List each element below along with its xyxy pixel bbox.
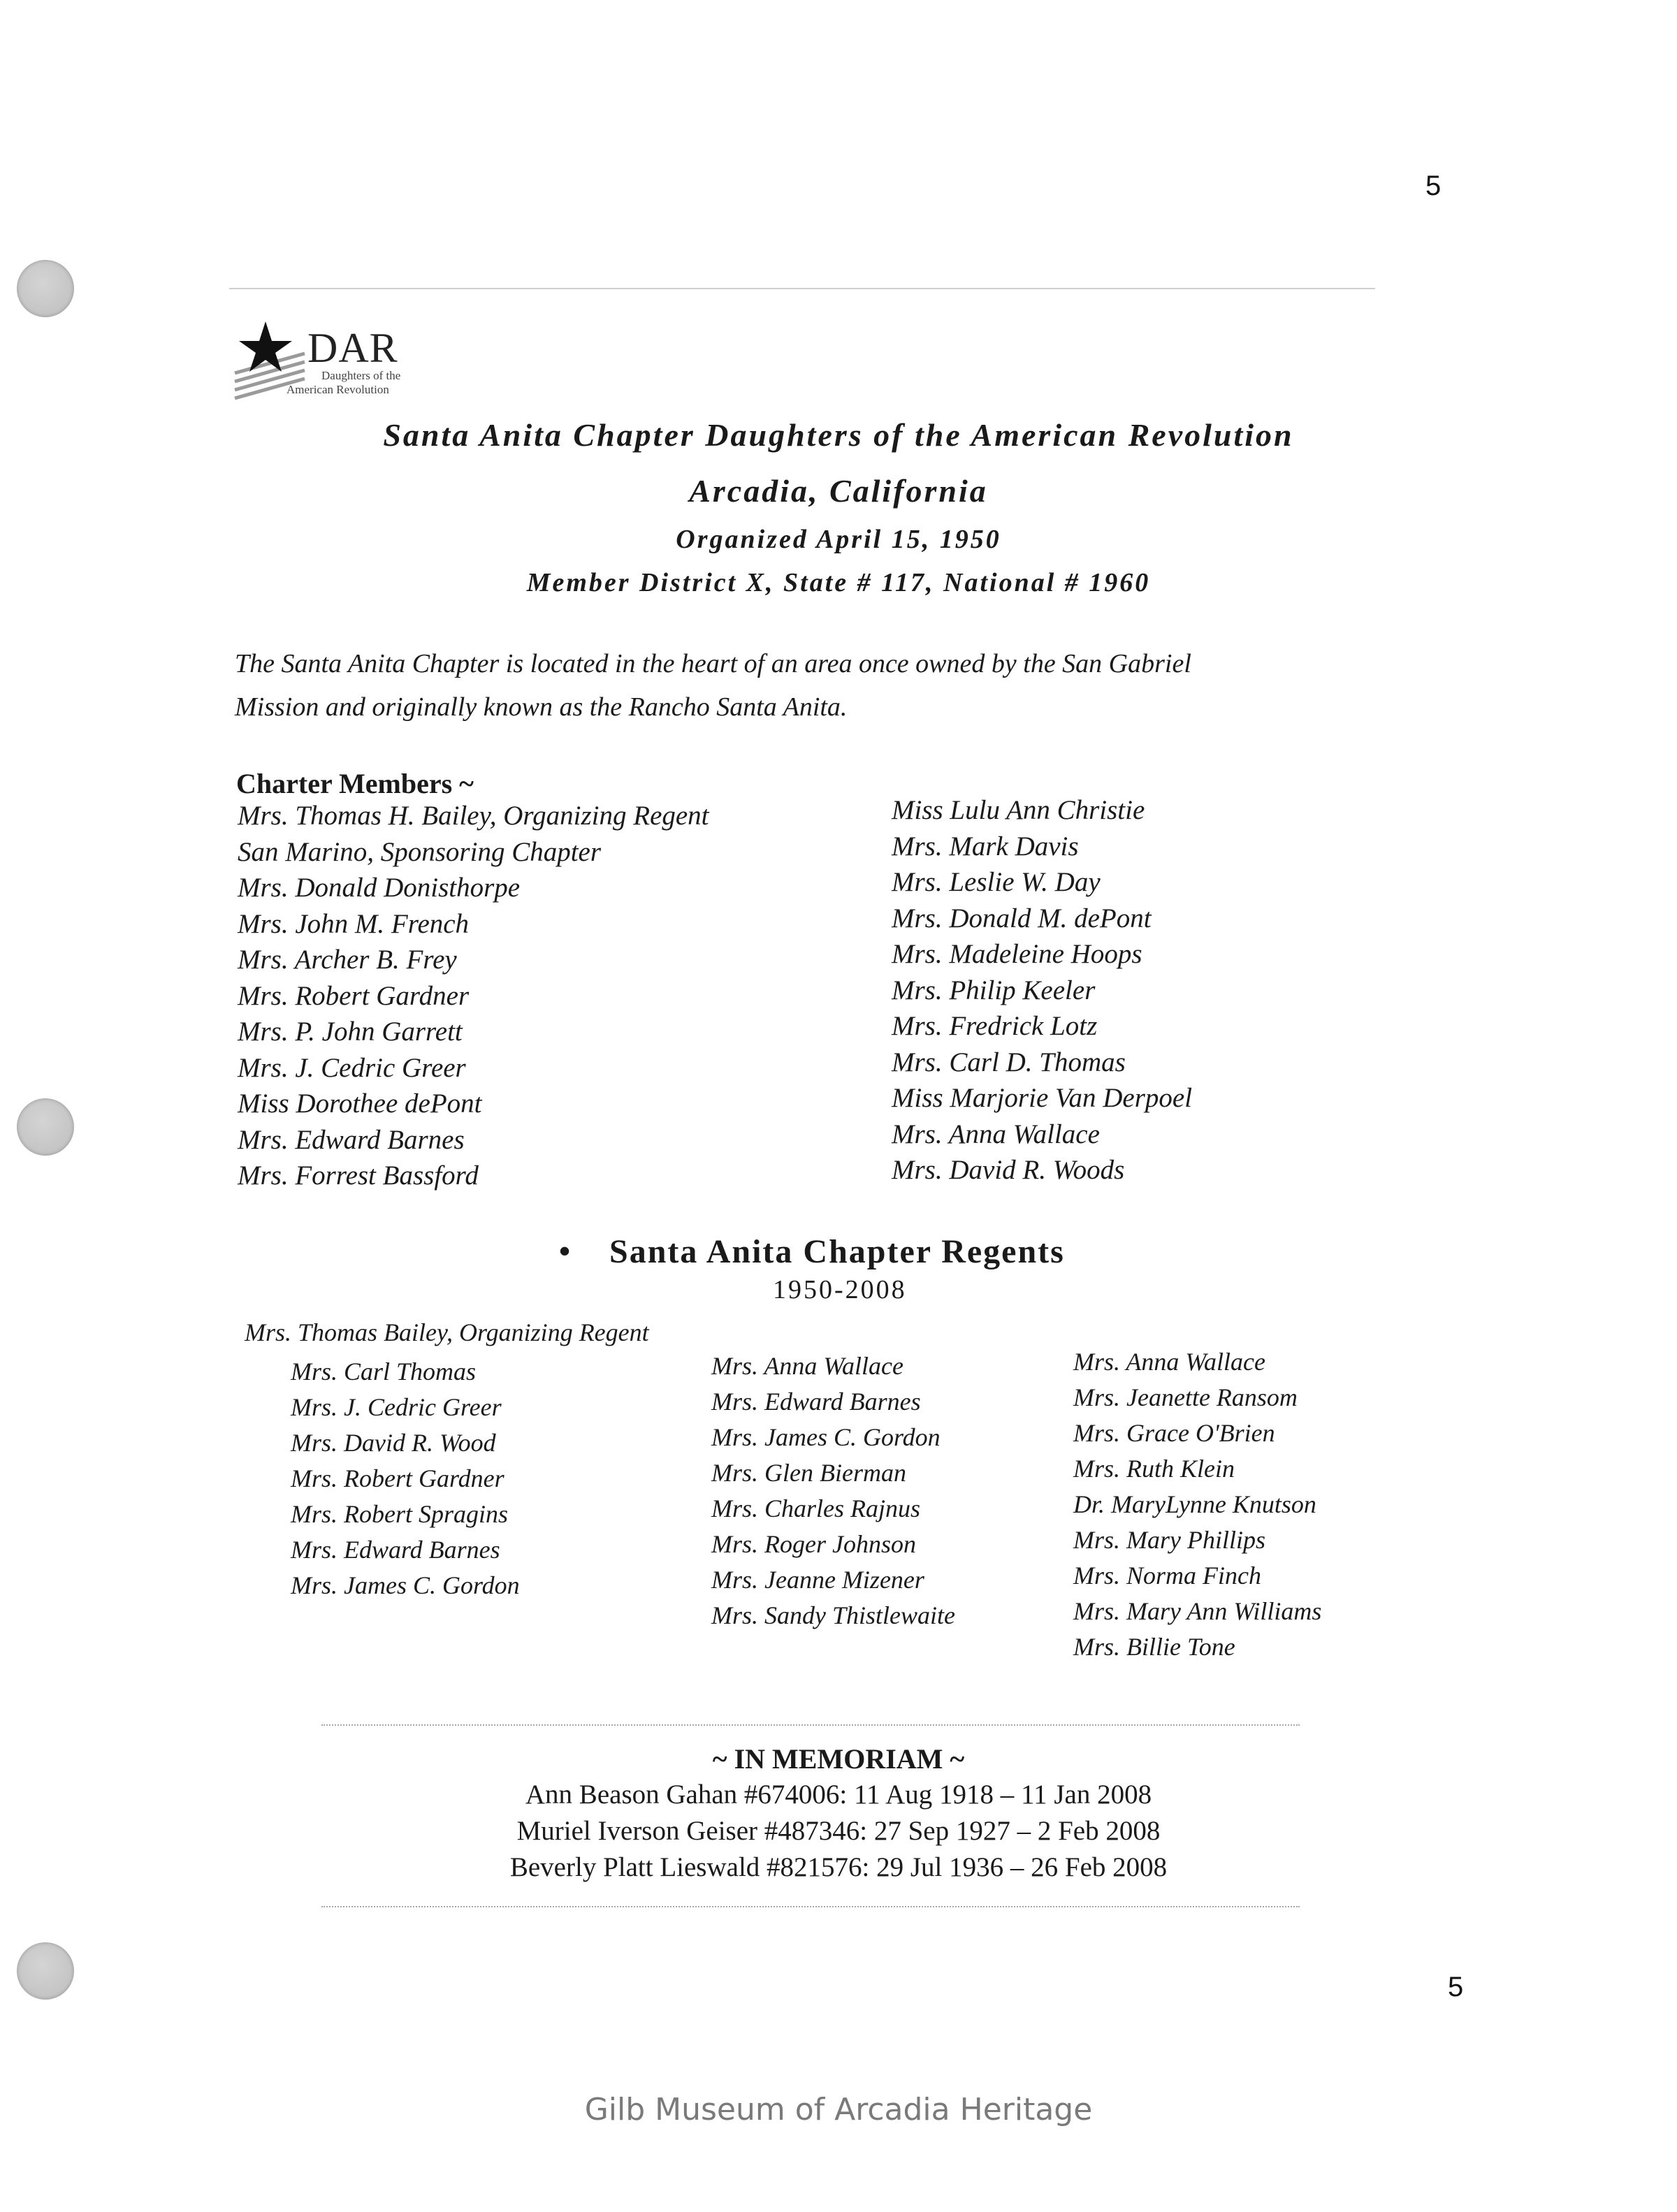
charter-member: Mrs. P. John Garrett	[238, 1017, 463, 1047]
regent-name: Mrs. James C. Gordon	[711, 1423, 941, 1451]
regent-name: Mrs. Mary Ann Williams	[1073, 1597, 1322, 1625]
regents-column-2	[711, 1348, 955, 1633]
regents-bullet: •	[559, 1233, 571, 1269]
regent-name: Mrs. Grace O'Brien	[1073, 1419, 1275, 1447]
binder-hole	[17, 1942, 74, 2000]
charter-member: Miss Dorothee dePont	[238, 1089, 482, 1119]
charter-member: Mrs. David R. Woods	[892, 1155, 1125, 1185]
charter-member: San Marino, Sponsoring Chapter	[238, 836, 602, 867]
regent-name: Mrs. Mary Phillips	[1073, 1526, 1265, 1554]
dar-logo-subtitle-2: American Revolution	[286, 383, 389, 396]
regent-name: Dr. MaryLynne Knutson	[1073, 1490, 1316, 1518]
regent-name: Mrs. Jeanette Ransom	[1073, 1383, 1298, 1411]
regents-column-1	[291, 1354, 520, 1603]
memoriam-heading: ~ IN MEMORIAM ~	[712, 1743, 965, 1775]
charter-member: Miss Lulu Ann Christie	[892, 795, 1145, 825]
charter-member: Mrs. Archer B. Frey	[238, 945, 457, 975]
memoriam-entry: Muriel Iverson Geiser #487346: 27 Sep 1927 – 2 Feb 2008	[516, 1816, 1161, 1846]
binder-hole	[17, 1098, 74, 1156]
charter-member: Mrs. John M. French	[238, 908, 470, 939]
charter-member: Mrs. Fredrick Lotz	[892, 1011, 1098, 1041]
regent-name: Mrs. Billie Tone	[1073, 1633, 1235, 1661]
regent-name: Mrs. Edward Barnes	[291, 1536, 500, 1564]
regents-heading: Santa Anita Chapter Regents	[609, 1233, 1065, 1270]
dar-logo-subtitle-1: Daughters of the	[321, 369, 401, 382]
charter-member: Mrs. Thomas H. Bailey, Organizing Regent	[238, 801, 709, 831]
charter-member: Mrs. Donald M. dePont	[892, 903, 1152, 933]
regent-name: Mrs. David R. Wood	[291, 1429, 496, 1457]
organized-date: Organized April 15, 1950	[676, 525, 1001, 554]
charter-member: Mrs. Philip Keeler	[892, 975, 1096, 1005]
page-number-top: 5	[1425, 170, 1442, 201]
regents-first: Mrs. Thomas Bailey, Organizing Regent	[245, 1318, 649, 1346]
charter-member: Miss Marjorie Van Derpoel	[892, 1083, 1193, 1113]
charter-member: Mrs. Leslie W. Day	[892, 867, 1101, 897]
regent-name: Mrs. James C. Gordon	[291, 1571, 520, 1599]
regent-name: Mrs. Jeanne Mizener	[711, 1566, 924, 1594]
chapter-title: Santa Anita Chapter Daughters of the American Revolution	[383, 417, 1294, 453]
charter-member: Mrs. Edward Barnes	[238, 1124, 465, 1155]
regent-name: Mrs. Anna Wallace	[711, 1352, 903, 1380]
regent-name: Mrs. Ruth Klein	[1073, 1455, 1235, 1483]
regent-name: Mrs. Carl Thomas	[291, 1358, 477, 1385]
charter-member: Mrs. J. Cedric Greer	[238, 1052, 466, 1083]
regent-name: Mrs. Anna Wallace	[1073, 1348, 1265, 1376]
regents-column-3	[1073, 1344, 1321, 1665]
regent-name: Mrs. Robert Spragins	[291, 1500, 509, 1528]
regent-name: Mrs. Charles Rajnus	[711, 1494, 921, 1522]
dar-logo-text: DAR	[307, 325, 398, 371]
charter-member: Mrs. Forrest Bassford	[238, 1160, 479, 1191]
intro-line-2: Mission and originally known as the Rancho Santa Anita.	[235, 692, 848, 722]
memoriam-top-divider	[321, 1724, 1300, 1726]
charter-member: Mrs. Donald Donisthorpe	[238, 873, 521, 903]
charter-member: Mrs. Mark Davis	[892, 831, 1079, 861]
footer-credit: Gilb Museum of Arcadia Heritage	[584, 2092, 1093, 2127]
regents-years: 1950-2008	[773, 1275, 907, 1304]
charter-members-left	[238, 798, 709, 1194]
memoriam-entry: Beverly Platt Lieswald #821576: 29 Jul 1936 – 26 Feb 2008	[509, 1852, 1168, 1882]
charter-member: Mrs. Robert Gardner	[238, 980, 470, 1011]
charter-heading: Charter Members ~	[236, 768, 474, 799]
regent-name: Mrs. Roger Johnson	[711, 1530, 916, 1558]
top-rule	[229, 288, 1375, 289]
charter-member: Mrs. Carl D. Thomas	[892, 1047, 1126, 1077]
chapter-location: Arcadia, California	[689, 473, 988, 509]
memoriam-entry: Ann Beason Gahan #674006: 11 Aug 1918 – 11 Jan 2008	[525, 1780, 1152, 1810]
regent-name: Mrs. Sandy Thistlewaite	[711, 1601, 955, 1629]
dar-logo	[232, 319, 435, 405]
page-number-bottom: 5	[1448, 1972, 1464, 2002]
memoriam-bottom-divider	[321, 1906, 1300, 1907]
charter-member: Mrs. Anna Wallace	[892, 1119, 1100, 1149]
regent-name: Mrs. Norma Finch	[1073, 1562, 1261, 1589]
member-info: Member District X, State # 117, National # 1960	[526, 568, 1151, 597]
regent-name: Mrs. J. Cedric Greer	[291, 1393, 502, 1421]
regent-name: Mrs. Robert Gardner	[291, 1464, 504, 1492]
intro-line-1: The Santa Anita Chapter is located in the heart of an area once owned by the San Gabriel	[235, 649, 1191, 678]
binder-hole	[17, 260, 74, 317]
charter-member: Mrs. Madeleine Hoops	[892, 939, 1142, 969]
regent-name: Mrs. Edward Barnes	[711, 1388, 921, 1416]
charter-members-right	[892, 792, 1192, 1188]
regent-name: Mrs. Glen Bierman	[711, 1459, 906, 1487]
